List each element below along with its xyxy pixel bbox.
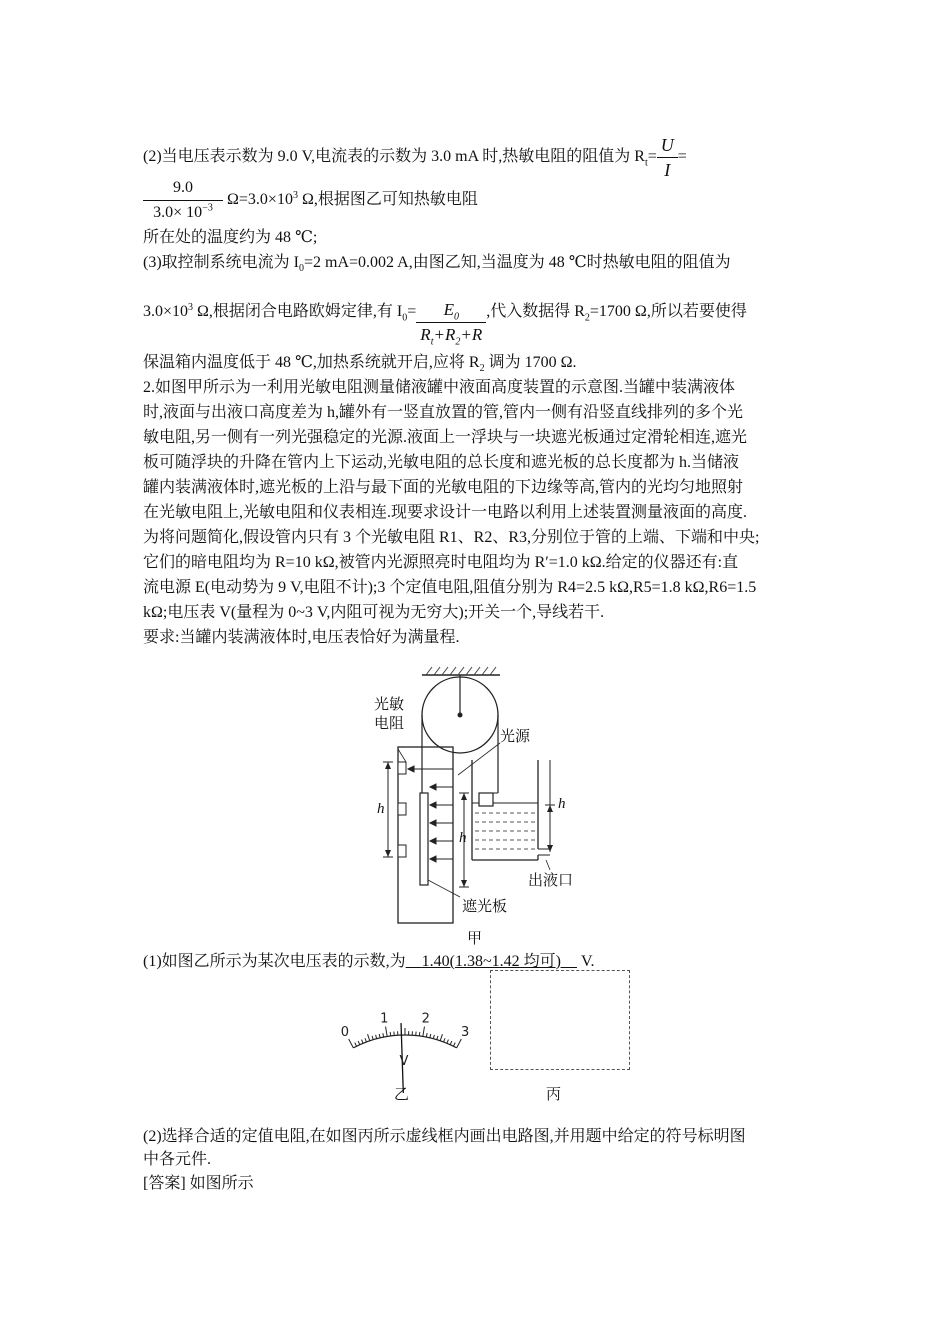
dial-tick-label: 1: [380, 1011, 389, 1027]
problem2-line-6: 在光敏电阻上,光敏电阻和仪表相连.现要求设计一电路以利用上述装置测量液面的高度.: [143, 504, 748, 521]
problem2-line-1: 2.如图甲所示为一利用光敏电阻测量储液罐中液面高度装置的示意图.当罐中装满液体: [143, 379, 736, 396]
dial-tick-label: 0: [340, 1024, 350, 1040]
h-label-middle: h: [459, 830, 467, 846]
question-2-line-1: (2)选择合适的定值电阻,在如图丙所示虚线框内画出电路图,并用题中给定的符号标明图: [143, 1128, 746, 1145]
ohm-law-line: $3.0\times 10^3$ Ω,根据闭合电路欧姆定律,有 $I_0=$ $\frac{E_0}{R_t+R_2+R}$ ,代入数据得 $R_2=1700$ Ω,所以若要使得: [143, 300, 747, 348]
problem2-line-11: 要求:当罐内装满液体时,电压表恰好为满量程.: [143, 629, 460, 646]
dial-tick: [423, 1027, 425, 1037]
dial-tick-label: 3: [460, 1024, 470, 1040]
question-2-line-2: 中各元件.: [143, 1151, 212, 1168]
problem2-line-5: 罐内装满液体时,遮光板的上沿与最下面的光敏电阻的下边缘等高,管内的光均匀地照射: [143, 479, 744, 496]
light-source-label: 光源: [500, 727, 531, 745]
circuit-drawing-box[interactable]: [490, 970, 630, 1070]
figure-yi-caption: 乙: [394, 1085, 410, 1103]
dial-tick: [440, 1034, 442, 1041]
dial-unit-label: V: [399, 1054, 409, 1069]
answer-label: [答案] 如图所示: [143, 1175, 254, 1192]
figure-bing-caption: 丙: [546, 1085, 562, 1103]
problem2-line-7: 为将问题简化,假设管内只有 3 个光敏电阻 R1、R2、R3,分别位于管的上端、下端和中央;: [143, 529, 760, 546]
problem2-line-2: 时,液面与出液口高度差为 h,罐外有一竖直放置的管,管内一侧有沿竖直线排列的多个光: [143, 404, 744, 421]
dial-tick: [349, 1039, 354, 1048]
dial-tick: [368, 1034, 370, 1041]
temperature-line: 所在处的温度约为 48 ℃;: [143, 229, 318, 246]
problem2-line-3: 敏电阻,另一侧有一列光强稳定的光源.液面上一浮块与一块遮光板通过定滑轮相连,遮光: [143, 429, 748, 446]
dial-tick: [386, 1027, 388, 1037]
dial-tick-label: 2: [421, 1011, 430, 1027]
figure-jia-caption: 甲: [467, 929, 483, 947]
fraction-resistance: $\frac{9.0}{3.0\times 10^{-3}}$: [143, 176, 223, 225]
figure-jia: [360, 665, 590, 950]
h-label-left: h: [377, 801, 385, 817]
problem2-line-8: 它们的暗电阻均为 R=10 kΩ,被管内光源照亮时电阻均为 R′=1.0 kΩ.给定的仪器还有:直: [143, 554, 739, 571]
conclusion-line: 保温箱内温度低于 48 ℃,加热系统就开启,应将 $R_2$ 调为 1700 Ω.: [143, 354, 577, 375]
photoresistor-label: 光敏 电阻: [374, 695, 405, 732]
problem2-line-10: kΩ;电压表 V(量程为 0~3 V,内阻可视为无穷大);开关一个,导线若干.: [143, 604, 605, 621]
answer-blank: 1.40(1.38~1.42 均可): [421, 953, 561, 970]
shade-plate-label: 遮光板: [462, 897, 508, 915]
solution-fraction-line: $\frac{9.0}{3.0\times 10^{-3}}$ $\Omega=3.0\times 10^3$ Ω,根据图乙可知热敏电阻: [143, 176, 478, 225]
figure-yi: [310, 995, 500, 1105]
fraction-ohm-law: $\frac{E_0}{R_t+R_2+R}$: [416, 298, 486, 347]
solution-part2-line: (2)当电压表示数为 9.0 V,电流表的示数为 3.0 mA 时,热敏电阻的阻值为 $R_t=$ $\frac{U}{I}$ =: [143, 135, 687, 180]
h-label-right: h: [558, 796, 566, 812]
solution-part3-line: (3)取控制系统电流为 $I_0=2$ mA=0.002 A,由图乙知,当温度为 48 ℃时热敏电阻的阻值为: [143, 254, 731, 275]
outlet-label: 出液口: [528, 871, 574, 889]
problem2-line-4: 板可随浮块的升降在管内上下运动,光敏电阻的总长度和遮光板的总长度都为 h.当储液: [143, 454, 740, 471]
question-1-line: (1)如图乙所示为某次电压表的示数,为 1.40(1.38~1.42 均可) V.: [143, 953, 595, 970]
dial-tick: [457, 1039, 462, 1048]
problem2-line-9: 流电源 E(电动势为 9 V,电阻不计);3 个定值电阻,阻值分别为 R4=2.5 kΩ,R5=1.8 kΩ,R6=1.5: [143, 579, 757, 596]
fraction-u-over-i: $\frac{U}{I}$: [657, 133, 678, 182]
